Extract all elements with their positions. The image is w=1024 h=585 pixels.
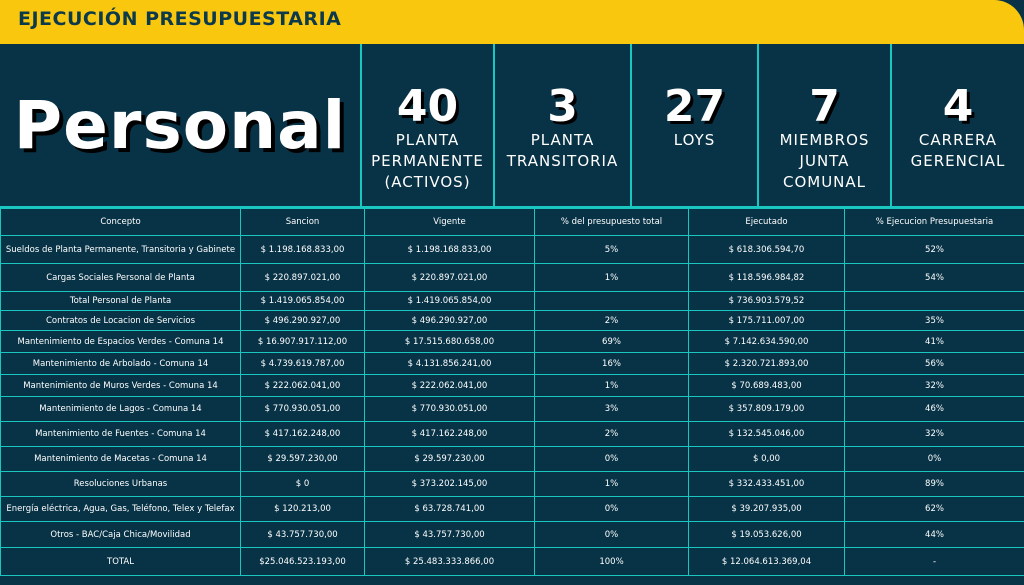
cell-concepto: Cargas Sociales Personal de Planta — [1, 264, 241, 292]
stat-planta-transitoria — [493, 44, 630, 206]
table-row — [1, 447, 1024, 472]
table-cell: 0% — [845, 447, 1024, 472]
stat-label: CARRERA GERENCIAL — [910, 131, 1006, 170]
table-cell: 0% — [535, 522, 689, 548]
table-cell — [845, 292, 1024, 311]
stat-planta-permanente — [360, 44, 493, 206]
stat-value: 7 — [809, 81, 840, 132]
table-row — [1, 264, 1024, 292]
table-cell: 41% — [845, 331, 1024, 353]
table-cell: 32% — [845, 375, 1024, 397]
table-cell: $ 770.930.051,00 — [365, 397, 535, 422]
table-cell: 56% — [845, 353, 1024, 375]
table-cell: 32% — [845, 422, 1024, 447]
col-header-ejecutado: Ejecutado — [689, 209, 845, 236]
stat-carrera-gerencial — [890, 44, 1024, 206]
table-cell: $ 2.320.721.893,00 — [689, 353, 845, 375]
table-cell: $ 29.597.230,00 — [365, 447, 535, 472]
table-cell: $ 496.290.927,00 — [365, 311, 535, 331]
budget-table — [0, 208, 1024, 576]
stat-miembros-junta — [757, 44, 890, 206]
hero-title: Personal — [13, 86, 347, 164]
cell-concepto: Otros - BAC/Caja Chica/Movilidad — [1, 522, 241, 548]
table-cell: $ 1.198.168.833,00 — [365, 236, 535, 264]
cell-concepto: Mantenimiento de Lagos - Comuna 14 — [1, 397, 241, 422]
stat-label: PLANTA TRANSITORIA — [506, 131, 619, 170]
hero-title-box — [0, 44, 360, 206]
budget-table-container — [0, 206, 1024, 585]
table-cell: $ 63.728.741,00 — [365, 497, 535, 522]
stat-value: 40 — [396, 81, 459, 132]
table-cell: 44% — [845, 522, 1024, 548]
table-cell: $ 39.207.935,00 — [689, 497, 845, 522]
table-row — [1, 522, 1024, 548]
table-cell: $ 496.290.927,00 — [241, 311, 365, 331]
table-cell: $ 4.131.856.241,00 — [365, 353, 535, 375]
table-cell: 1% — [535, 472, 689, 497]
table-cell: 89% — [845, 472, 1024, 497]
table-body — [1, 236, 1024, 576]
table-cell: $ 175.711.007,00 — [689, 311, 845, 331]
table-row — [1, 497, 1024, 522]
header-banner — [0, 0, 1024, 44]
table-cell: $ 736.903.579,52 — [689, 292, 845, 311]
table-row — [1, 472, 1024, 497]
col-header-vigente: Vigente — [365, 209, 535, 236]
table-cell: $ 222.062.041,00 — [241, 375, 365, 397]
table-cell: 69% — [535, 331, 689, 353]
stat-value: 4 — [942, 81, 974, 132]
table-cell: 100% — [535, 548, 689, 576]
stat-loys — [630, 44, 757, 206]
cell-concepto: Mantenimiento de Macetas - Comuna 14 — [1, 447, 241, 472]
col-header-concepto: Concepto — [1, 209, 241, 236]
table-cell: $ 222.062.041,00 — [365, 375, 535, 397]
table-cell: $ 29.597.230,00 — [241, 447, 365, 472]
table-cell: $ 618.306.594,70 — [689, 236, 845, 264]
banner-title: EJECUCIÓN PRESUPUESTARIA — [18, 8, 342, 30]
col-header-pct-ejecucion: % Ejecucion Presupuestaria — [845, 209, 1024, 236]
table-cell: 0% — [535, 497, 689, 522]
table-cell: 3% — [535, 397, 689, 422]
cell-concepto: TOTAL — [1, 548, 241, 576]
table-header-row — [1, 209, 1024, 236]
table-cell: 16% — [535, 353, 689, 375]
cell-concepto: Total Personal de Planta — [1, 292, 241, 311]
table-cell: 54% — [845, 264, 1024, 292]
table-cell — [535, 292, 689, 311]
table-cell: $ 25.483.333.866,00 — [365, 548, 535, 576]
table-cell: $ 17.515.680.658,00 — [365, 331, 535, 353]
table-cell: $ 118.596.984,82 — [689, 264, 845, 292]
table-cell: $ 132.545.046,00 — [689, 422, 845, 447]
table-cell: 0% — [535, 447, 689, 472]
table-cell: $ 7.142.634.590,00 — [689, 331, 845, 353]
cell-concepto: Contratos de Locacion de Servicios — [1, 311, 241, 331]
stat-label: MIEMBROS JUNTA COMUNAL — [779, 131, 870, 191]
table-row — [1, 236, 1024, 264]
table-cell: $ 0,00 — [689, 447, 845, 472]
table-cell: $25.046.523.193,00 — [241, 548, 365, 576]
table-cell: $ 16.907.917.112,00 — [241, 331, 365, 353]
cell-concepto: Mantenimiento de Fuentes - Comuna 14 — [1, 422, 241, 447]
table-cell: $ 43.757.730,00 — [365, 522, 535, 548]
cell-concepto: Sueldos de Planta Permanente, Transitoria y Gabinete — [1, 236, 241, 264]
table-cell: $ 357.809.179,00 — [689, 397, 845, 422]
table-cell: $ 417.162.248,00 — [241, 422, 365, 447]
table-cell: 35% — [845, 311, 1024, 331]
table-cell: 5% — [535, 236, 689, 264]
table-row — [1, 353, 1024, 375]
table-row — [1, 548, 1024, 576]
table-row — [1, 311, 1024, 331]
table-cell: $ 43.757.730,00 — [241, 522, 365, 548]
table-cell: $ 417.162.248,00 — [365, 422, 535, 447]
table-cell: 2% — [535, 311, 689, 331]
table-row — [1, 375, 1024, 397]
table-cell: $ 1.198.168.833,00 — [241, 236, 365, 264]
cell-concepto: Resoluciones Urbanas — [1, 472, 241, 497]
table-cell: $ 120.213,00 — [241, 497, 365, 522]
hero-section — [0, 44, 1024, 206]
table-cell: $ 70.689.483,00 — [689, 375, 845, 397]
stat-value: 3 — [547, 81, 578, 132]
table-cell: $ 1.419.065.854,00 — [241, 292, 365, 311]
table-cell: $ 770.930.051,00 — [241, 397, 365, 422]
table-cell: $ 12.064.613.369,04 — [689, 548, 845, 576]
table-cell: $ 4.739.619.787,00 — [241, 353, 365, 375]
cell-concepto: Mantenimiento de Arbolado - Comuna 14 — [1, 353, 241, 375]
table-cell: $ 0 — [241, 472, 365, 497]
table-row — [1, 422, 1024, 447]
table-cell: $ 220.897.021,00 — [241, 264, 365, 292]
table-cell: 1% — [535, 375, 689, 397]
table-cell: $ 1.419.065.854,00 — [365, 292, 535, 311]
table-cell: - — [845, 548, 1024, 576]
stat-label: PLANTA PERMANENTE (ACTIVOS) — [371, 131, 484, 191]
table-cell: 1% — [535, 264, 689, 292]
col-header-pct-presupuesto: % del presupuesto total — [535, 209, 689, 236]
table-cell: $ 373.202.145,00 — [365, 472, 535, 497]
table-row — [1, 292, 1024, 311]
cell-concepto: Energía eléctrica, Agua, Gas, Teléfono, Telex y Telefax — [1, 497, 241, 522]
stat-value: 27 — [663, 81, 726, 132]
table-cell: $ 220.897.021,00 — [365, 264, 535, 292]
stat-label: LOYS — [673, 131, 716, 149]
col-header-sancion: Sancion — [241, 209, 365, 236]
cell-concepto: Mantenimiento de Muros Verdes - Comuna 14 — [1, 375, 241, 397]
table-cell: 46% — [845, 397, 1024, 422]
table-cell: 52% — [845, 236, 1024, 264]
table-row — [1, 397, 1024, 422]
table-row — [1, 331, 1024, 353]
table-cell: $ 19.053.626,00 — [689, 522, 845, 548]
table-cell: 62% — [845, 497, 1024, 522]
cell-concepto: Mantenimiento de Espacios Verdes - Comuna 14 — [1, 331, 241, 353]
table-cell: $ 332.433.451,00 — [689, 472, 845, 497]
table-cell: 2% — [535, 422, 689, 447]
